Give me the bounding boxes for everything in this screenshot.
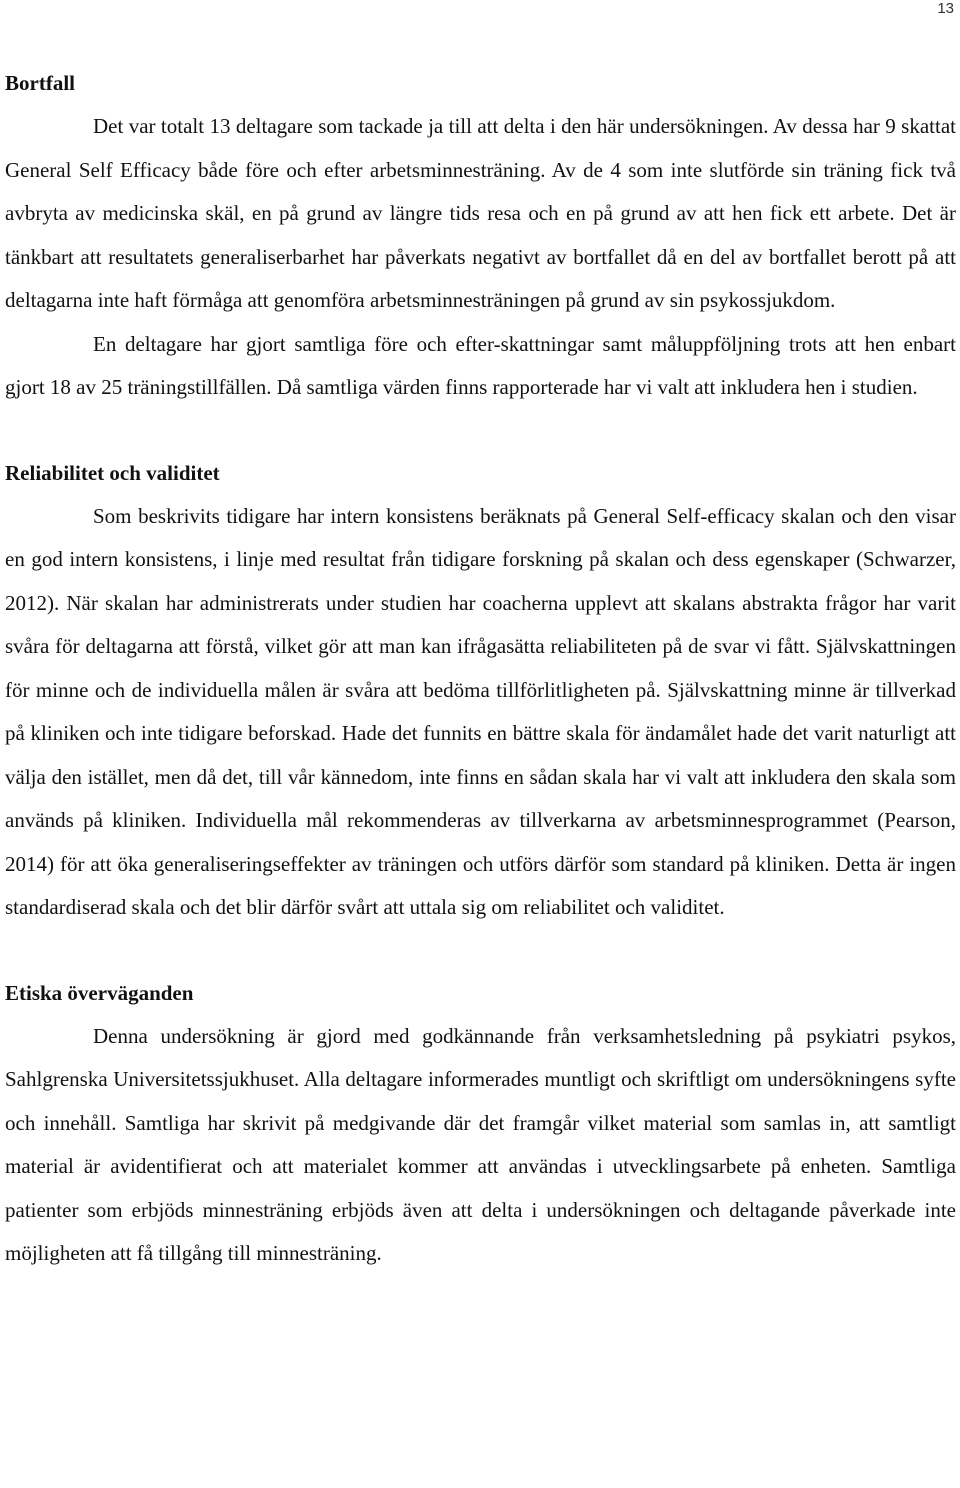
paragraph: Det var totalt 13 deltagare som tackade ja till att delta i den här undersökningen. Av dessa har 9 skattat General Self Efficacy både före och efter arbetsminnesträning. Av de 4 som inte slutförde sin träning fick två avbryta av medicinska skäl, en på grund av längre tids resa och en på grund av att hen fick ett arbete. Det är tänkbart att resultatets generaliserbarhet har påverkats negativt av bortfallet då en del av bortfallet berott på att deltagarna inte haft förmåga att genomföra arbetsminnesträningen på grund av sin psykossjukdom.	[5, 114, 956, 312]
section-heading: Bortfall	[5, 71, 75, 95]
paragraph: Som beskrivits tidigare har intern konsistens beräknats på General Self-efficacy skalan och den visar en god intern konsistens, i linje med resultat från tidigare forskning på skalan och dess egenskaper (Schwarzer, 2012). När skalan har administrerats under studien har coacherna upplevt att skalans abstrakta frågor har varit svåra för deltagarna att förstå, vilket gör att man kan ifrågasätta reliabiliteten på de svar vi fått. Självskattningen för minne och de individuella målen är svåra att bedöma tillförlitligheten på. Självskattning minne är tillverkad på kliniken och inte tidigare beforskad. Hade det funnits en bättre skala för ändamålet hade det varit naturligt att välja den istället, men då det, till vår kännedom, inte finns en sådan skala har vi valt att inkludera den skala som används på kliniken. Individuella mål rekommenderas av tillverkarna av arbetsminnesprogrammet (Pearson, 2014) för att öka generaliseringseffekter av träningen och utförs därför som standard på kliniken. Detta är ingen standardiserad skala och det blir därför svårt att uttala sig om reliabilitet och validitet.	[5, 503, 956, 919]
section-heading: Reliabilitet och validitet	[5, 460, 220, 485]
section-reliabilitet-och-validitet	[5, 452, 956, 930]
section-spacer	[5, 410, 956, 452]
section-spacer	[5, 930, 956, 972]
section-etiska-overvaganden	[5, 972, 956, 1276]
document-body	[5, 62, 956, 1276]
section-heading: Etiska överväganden	[5, 980, 194, 1005]
paragraph: Denna undersökning är gjord med godkännande från verksamhetsledning på psykiatri psykos, Sahlgrenska Universitetssjukhuset. Alla deltagare informerades muntligt och skriftligt om undersökningens syfte och innehåll. Samtliga har skrivit på medgivande där det framgår vilket material som samlas in, att samtligt material är avidentifierat och att materialet kommer att användas i utvecklingsarbete på enheten. Samtliga patienter som erbjöds minnesträning erbjöds även att delta i undersökningen och deltagande påverkade inte möjligheten att få tillgång till minnesträning.	[5, 1023, 956, 1265]
section-bortfall	[5, 62, 956, 410]
paragraph: En deltagare har gjort samtliga före och efter-skattningar samt måluppföljning trots att hen enbart gjort 18 av 25 träningstillfällen. Då samtliga värden finns rapporterade har vi valt att inkludera hen i studien.	[5, 331, 956, 399]
page-number: 13	[937, 0, 954, 17]
